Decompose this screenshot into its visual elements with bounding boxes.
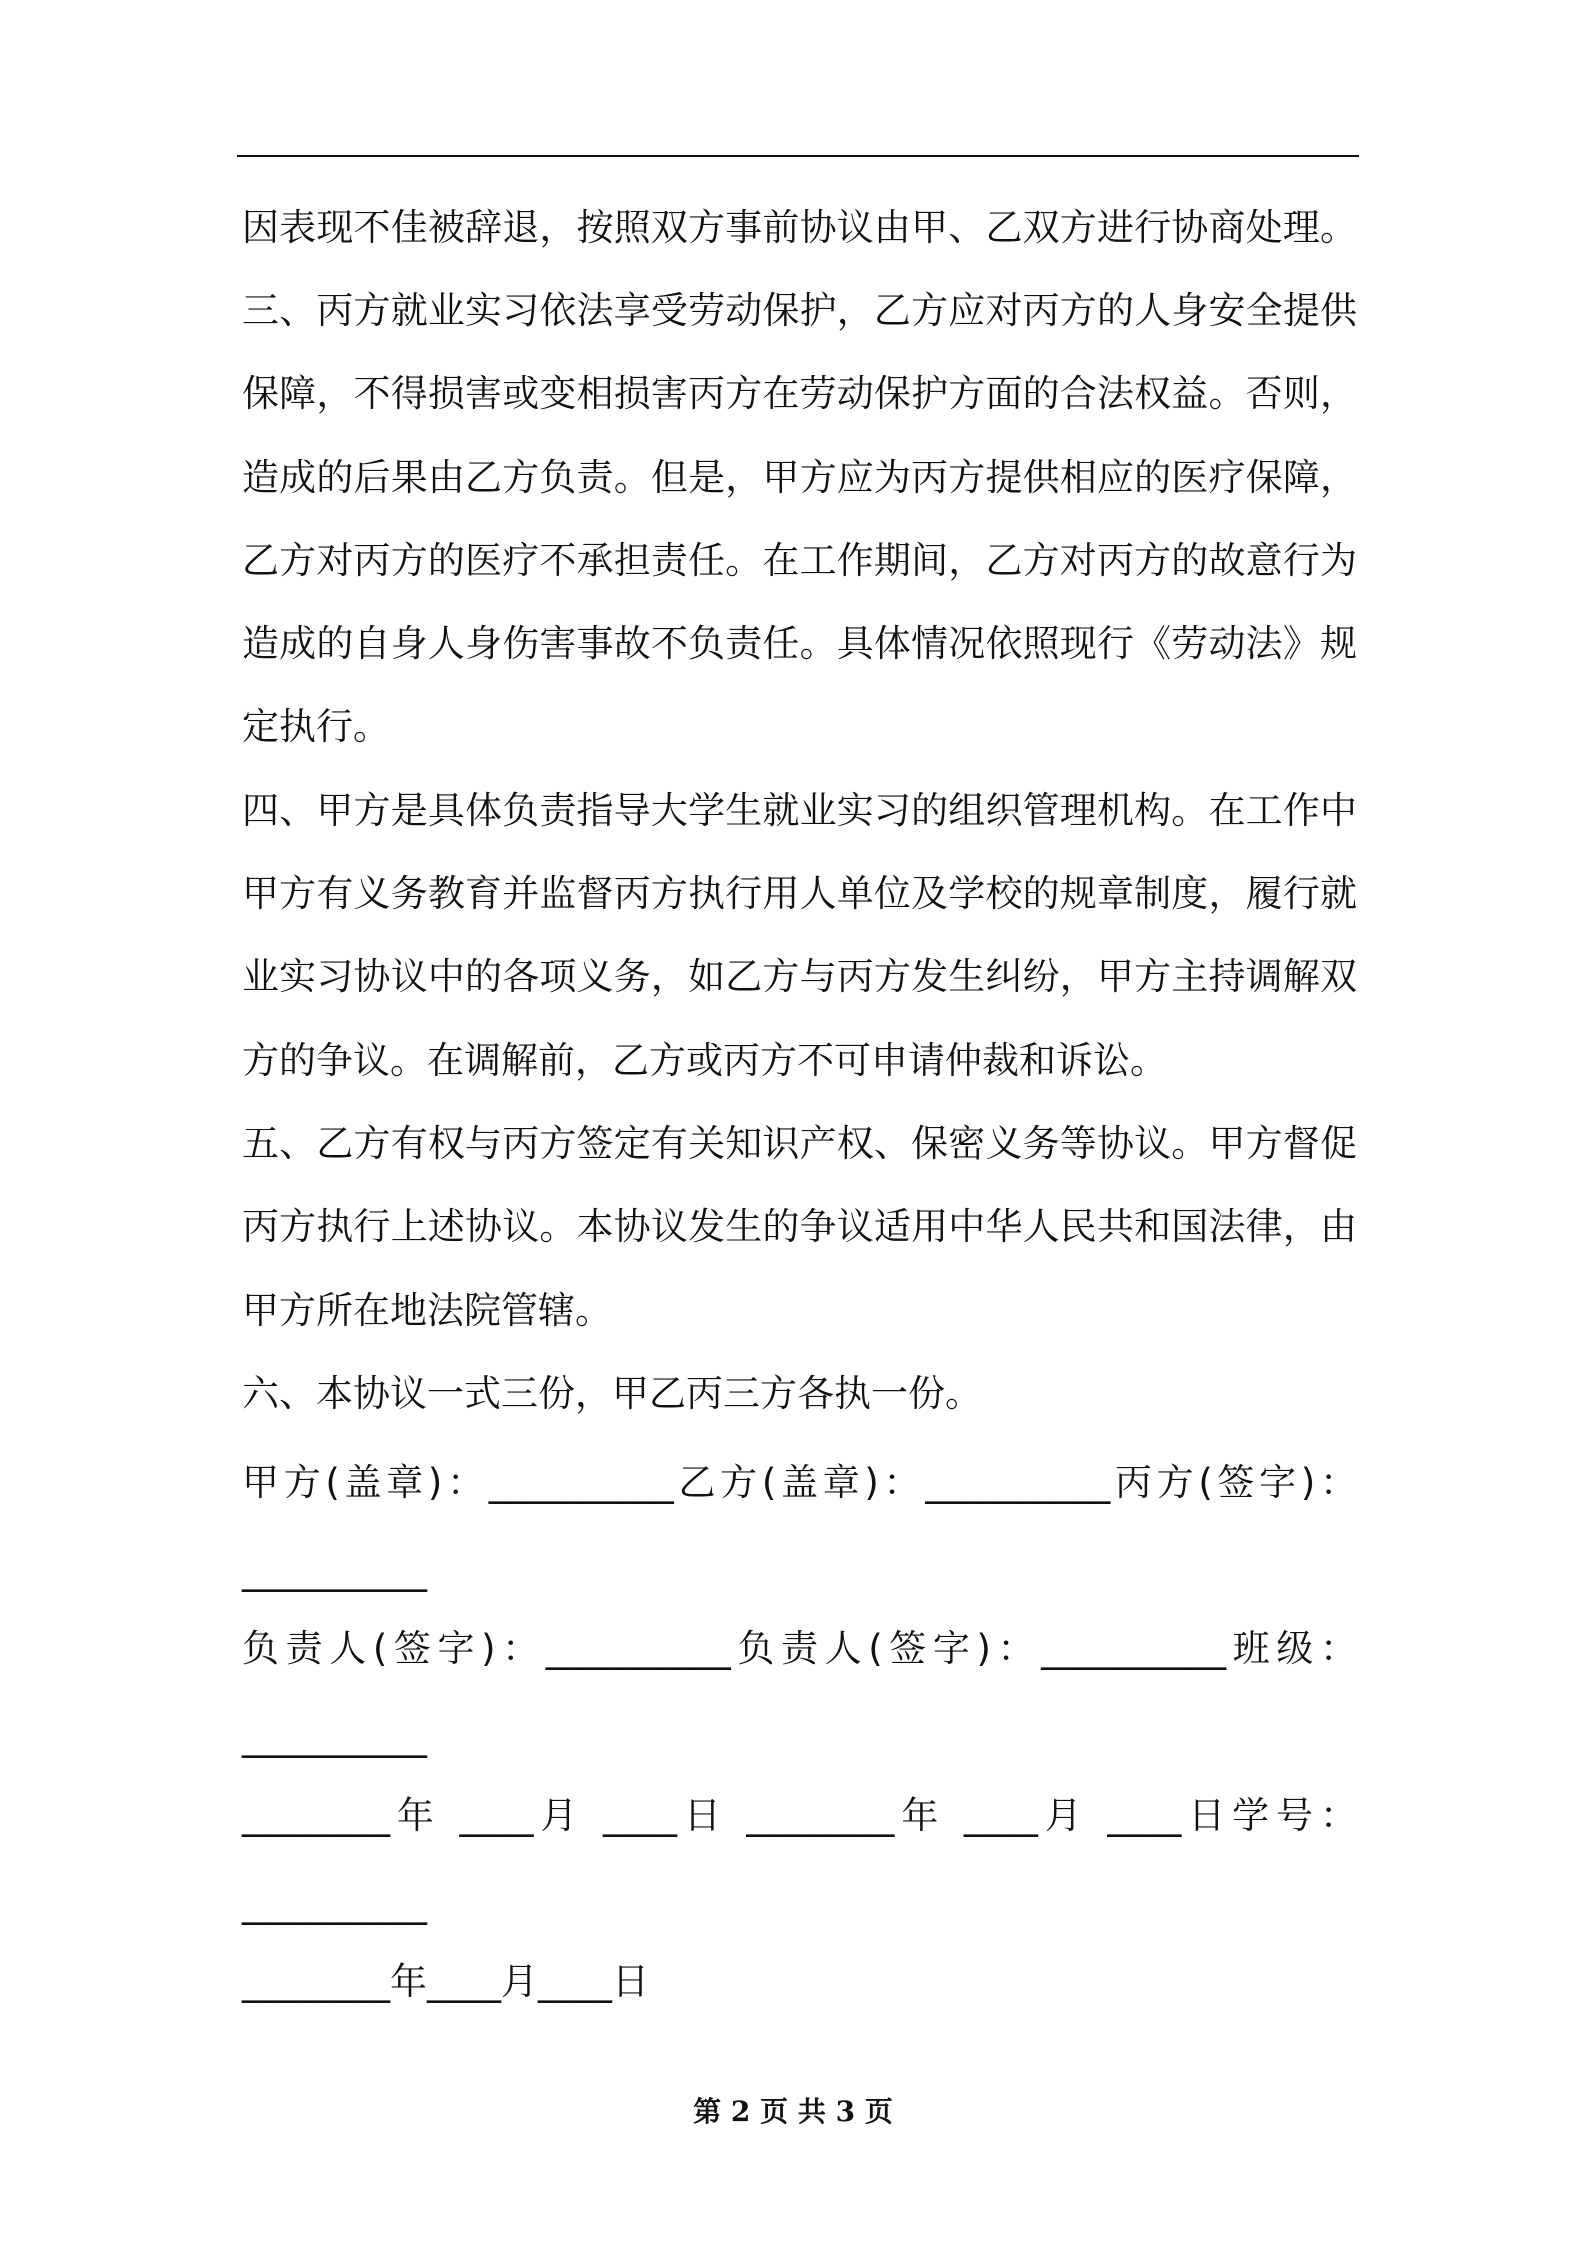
clause-3-line-4: 乙方对丙方的医疗不承担责任。在工作期间，乙方对丙方的故意行为	[242, 539, 1357, 582]
clause-4-line-3: 业实习协议中的各项义务，如乙方与丙方发生纠纷，甲方主持调解双	[242, 955, 1357, 998]
clause-4-line-4: 方的争议。在调解前，乙方或丙方不可申请仲裁和诉讼。	[242, 1039, 1167, 1082]
clause-3-line-3: 造成的后果由乙方负责。但是，甲方应为丙方提供相应的医疗保障，	[242, 456, 1357, 499]
signature-blank-1: __________	[242, 1549, 427, 1592]
clause-4-line-2: 甲方有义务教育并监督丙方执行用人单位及学校的规章制度，履行就	[242, 872, 1357, 915]
clause-5-line-2: 丙方执行上述协议。本协议发生的争议适用中华人民共和国法律，由	[242, 1205, 1357, 1248]
signature-final-date: ________年____月____日	[242, 1960, 649, 2003]
clause-3-line-5: 造成的自身人身伤害事故不负责任。具体情况依照现行《劳动法》规	[242, 622, 1357, 665]
signature-blank-2: __________	[242, 1715, 427, 1758]
clause-5-line-1: 五、乙方有权与丙方签定有关知识产权、保密义务等协议。甲方督促	[242, 1122, 1357, 1165]
clause-3-line-2: 保障，不得损害或变相损害丙方在劳动保护方面的合法权益。否则，	[242, 372, 1357, 415]
page-number: 第 2 页 共 3 页	[693, 2095, 893, 2128]
signature-row-responsible: 负责人(签字)：__________负责人(签字)：__________班级：	[242, 1627, 1357, 1670]
signature-row-date: ________年 ____月 ____日 ________年 ____月 ____日学号：	[242, 1794, 1357, 1837]
clause-3-line-6: 定执行。	[242, 705, 390, 748]
clause-4-line-1: 四、甲方是具体负责指导大学生就业实习的组织管理机构。在工作中	[242, 789, 1357, 832]
header-rule	[237, 155, 1359, 157]
clause-6-line-1: 六、本协议一式三份，甲乙丙三方各执一份。	[242, 1372, 982, 1415]
clause-5-line-3: 甲方所在地法院管辖。	[242, 1289, 612, 1332]
clause-3-line-1: 三、丙方就业实习依法享受劳动保护，乙方应对丙方的人身安全提供	[242, 289, 1357, 332]
text-line-1: 因表现不佳被辞退，按照双方事前协议由甲、乙双方进行协商处理。	[242, 206, 1357, 249]
signature-blank-3: __________	[242, 1882, 427, 1925]
signature-row-seal: 甲方(盖章)：__________乙方(盖章)：__________丙方(签字)：	[242, 1461, 1357, 1504]
